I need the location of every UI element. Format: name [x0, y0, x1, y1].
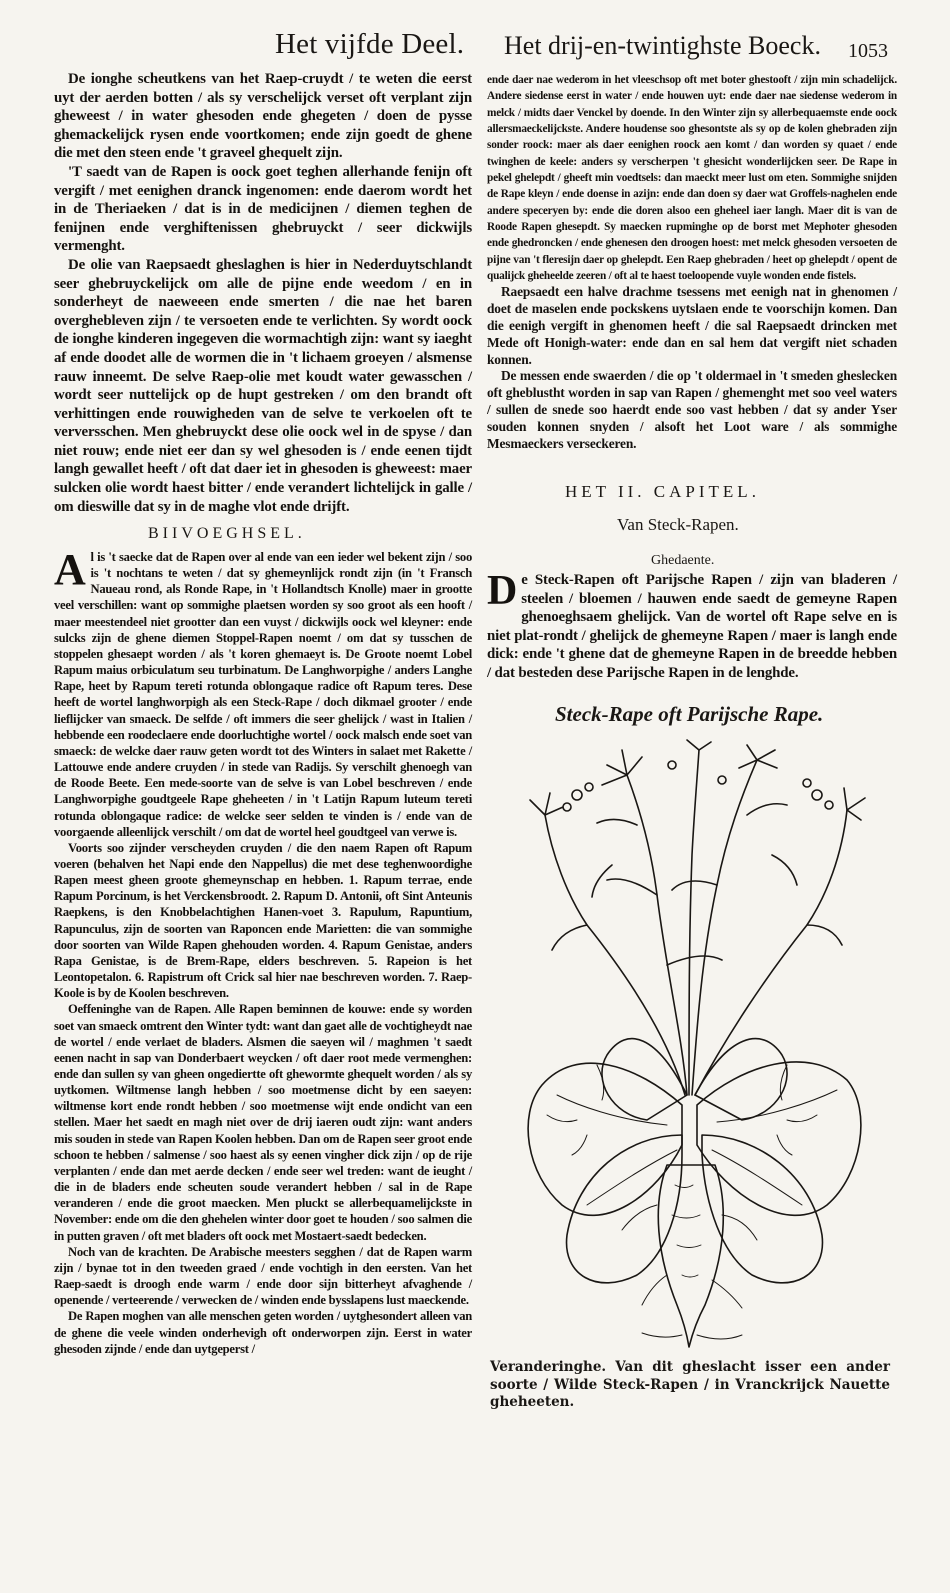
paragraph-oeffeninghe: Oeffeninghe van de Rapen. Alle Rapen beminnen de kouwe: ende sy worden soet van smaeck omtrent den Winter tydt: want dan gaet alle de vochtigheydt nae de wortel / ende verlaet de bladers. Alsmen die saeyen wil / maghmen 't saedt eenen nacht in sap van Donderbaert weycken / oft daer root mede vermenghen: ende dan sullen sy van gheen ongediertte oft ghewormte ghequelt worden / als sy uytkomen. Wiltmense langh hebben / soo moetmense dicht by een saeyen: wiltmense kort ende rondt hebben / soo moetmense wijt ende ondicht van een stellen. Maer het saedt en magh niet over de drij iaeren oudt zijn: want anders mis souden in stede van Rapen Koolen hebben. Dan om de Rapen seer groot ende schoon te hebben / salmense / soo haest als sy eenen vingher dick zijn / op de rije verplanten / ende dan met aerde decken / ende seer wel treden: want de ieught / die in de bladers ende scheuten soude verandert hebben / sal in de Rape veranderen / ende die groot maecken. Men pluckt se allerbequamelijckste in November: ende om die den ghehelen winter door goet te houden / soo salmen die in putten graven / oft met bladers oft oock met Mostaert-saedt bedecken. [54, 1002, 472, 1243]
stem-5 [689, 750, 699, 1095]
chapter-subtitle: Van Steck-Rapen. [617, 515, 739, 534]
stem-3 [545, 815, 685, 1095]
left-column [54, 70, 472, 516]
paragraph-description [487, 568, 897, 683]
running-header-right: Het drij-en-twintighste Boeck. [504, 31, 821, 60]
stem-1 [627, 775, 687, 1095]
paragraph-preparation: ende daer nae wederom in het vleeschsop oft met boter ghestooft / zijn min schadelijck. Andere siedense eerst in water / ende houwen uyt: ende daer nae siedense wederom in melck / midts daer Venckel by doende. In den Winter zijn sy allerbequaemste ende oock allersmaeckelijckste. Andere houdense soo ghesontste als sy op de kolen ghebraden zijn sonder roock: maer als daer eenighen roock aen komt / dan worden sy quaet / ende twinghen de keele: anders sy verscherpen 't ghesicht wonderlijcken seer. De Rape in pekel ghelepdt / gheeft min voedtsels: dan maeckt meer lust om eten. Sommighe snijden de Rape kleyn / ende doense in azijn: ende dan doen sy daer wat Groffels-naghelen ende andere speceryen by: ende die doren alsoo een gheheel iaer langh. Maer dit is van de Roode Rapen ghesepdt. Sy maecken rupminghe op de borst met Mephoter ghesoden ende ghedroncken / ende ghenesen den droogen hoest: met melck ghesoden versoeten de pijne van 't fleresijn daer op ghelepdt. Een Raep ghebraden / heet op ghelepdt / opent de qualijck gheheelde zeeren / oft al te haest toeloopende vuyle wonden ende fistels. [487, 74, 897, 283]
section-title-bijvoeghsel: BIIVOEGHSEL. [148, 525, 306, 542]
paragraph-seed-poison: 'T saedt van de Rapen is oock goet teghen allerhande fenijn oft vergift / met eenighen dranck ingenomen: ende daerom wordt het in de Theriaeken / dat is in de medicijnen / diemen teghen de fenijnen ende verghiftenissen ghebruyckt / seer dickwijls vermenght. [54, 163, 472, 255]
left-column-lower [54, 545, 472, 1357]
turnip-woodcut-illustration [517, 735, 875, 1350]
right-column-description [487, 568, 897, 683]
right-column [487, 72, 897, 452]
paragraph-young-shoots: De ionghe scheutkens van het Raep-cruydt / te weten die eerst uyt der aerden botten / als sy verschelijck verset oft verplant zijn gheweest / in water ghesoden ende ghegeten / doen de pysse ghemackelijck rysen ende voortkomen; ende zijn goedt de ghene die met den steen ende 't graveel ghequelt zijn. [54, 71, 472, 162]
paragraph-veranderinghe: Veranderinghe. Van dit gheslacht isser een ander soorte / Wilde Steck-Rapen / in Vranckrijck Nauette gheheeten. [490, 1359, 890, 1410]
drop-cap-d: D [487, 568, 518, 614]
figure-caption: Steck-Rape oft Parijsche Rape. [555, 702, 824, 726]
paragraph-knives: De messen ende swaerden / die op 't oldermael in 't smeden gheslecken oft gheblustht worden in sap van Rapen / ghemenght met soo veel waters / sullen de snede soo haerdt ende soo vast hebben / dat sy ander Yser souden konnen snyden / alsoft het Loot ware / als sommighe Mesmaeckers verseckeren. [487, 368, 897, 451]
paragraph-bijvoeghsel-text: l is 't saecke dat de Rapen over al ende van een ieder wel bekent zijn / soo is 't nochtans te weten / dat sy ghemeynlijck rondt zijn (in 't Fransch Naueau rond, als Ronde Rape, in 't Hollandtsch Knolle) maer in grootte veel verschillen: want op sommighe plaetsen worden sy soo groot als een hooft / maer meestendeel niet grootter dan een vuyst / dickwijls oock wel kleyner: ende sulcks zijn de ghene diemen Stoppel-Rapen noemt / om dat sy tusschen de stoppelen ghesaept worden / als 't koren ghemaeyt is. De Groote noemt Lobel Rapum maius orbiculatum seu turbinatum. De Langhworpighe / anders Langhe Rape, heet by Rapum tereti rotunda oblongaque radice oft Rapum teres. Dese heeft de wortel langhworpigh als een Steck-Rape / doch dikmael grooter / ende lieflijcker van smaeck. De selfde / oft immers die seer ghelijck / wast in Italien / hebbende een roodeclaere ende doorluchtighe wortel / oock malsch ende soet van smaeck: de welcke daer rauw geten wordt tot des Winters in salaet met Rakette / Lattouwe ende andere cruyden / in stede van Radijs. Sy verschilt ghenoegh van de Roode Beete. Een mede-soorte van de selve is van Lobel beschreven / ende Langhworpighe goudtgeele Rape gheheeten / in 't Latijn Rapum luteum tereti rotunda oblongaque radice: de welcke seer selden te vinden is / ende van de voorgaende alleenlijck verschilt / om dat de wortel heel goudtgeel van verwe is. [54, 550, 472, 839]
paragraph-krachten: Noch van de krachten. De Arabische meesters segghen / dat de Rapen warm zijn / bynae tot in den tweeden graed / ende vochtigh in den eersten. Van het Raep-saedt is droogh ende warm / ende door sijn bitterheyt afvaghende / openende / verteerende / verwecken de / winden ende bysslapens lust maeckende. [54, 1244, 472, 1308]
variation-note [490, 1359, 890, 1412]
paragraph-rapen-eten: De Rapen moghen van alle menschen geten worden / uytghesondert alleen van de ghene die veele winden onderhevigh oft onderworpen zijn. Eerst in water ghesoden zijnde / ende dan uytgeperst / [54, 1309, 472, 1356]
running-header-left: Het vijfde Deel. [275, 28, 465, 60]
paragraph-voorts: Voorts soo zijnder verscheyden cruyden / die den naem Rapen oft Rapum voeren (behalven het Napi ende den Nappellus) die met dese teghenwoordighe Rapen meest gheen groote ghemeynschap en hebben. 1. Rapum terrae, ende Rapum Porcinum, is het Verckensbroodt. 2. Rapum D. Antonii, oft Sint Anteunis Raepkens, is den Knobbelachtighen Hanen-voet 3. Rapulum, Rapuntium, Rapunculus, zijn de soorten van Raponcen ende Marietten: die van sommighe door soorten van Wilde Rapen ghehouden worden. 4. Rapum Genistae, anders Rapa Genistae, is de Brem-Rape, elders beschreven. 5. Rapeion is het Leontopetalon. 6. Rapistrum oft Crick sal hier nae beschreven worden. 7. Raep-Koole is by de Koolen beschreven. [54, 840, 472, 1001]
page-number: 1053 [848, 40, 888, 62]
paragraph-description-text: e Steck-Rapen oft Parijsche Rapen / zijn van bladeren / steelen / bloemen / hauwen ende saedt de gemeyne Rapen ghenoeghsaem ghelijck. Van de wortel oft Rape selve en is niet plat-rondt / ghelijck de ghemeyne Rapen / maer is langh ende dick: ende 't ghene dat de ghemeyne Rapen in de breedde hebben / dat besteden dese Parijsche Rapen in de lenghde. [487, 572, 897, 681]
paragraph-rape-oil: De olie van Raepsaedt gheslaghen is hier in Nederduytschlandt seer ghebruyckelijck om alle de pijne ende weedom / en in sonderheyt de naeweeen ende smerten / die nae het baren overghebleven zijn / te versoeten ende te verlichten. Sy wordt oock de ionghe kinderen ingegeven die wormachtigh zijn: want sy iaeght af ende doodet alle de wormen die in 't lichaem groeyen / alsmense rauw inneemt. De selve Raep-olie met koudt water gewasschen / wordt seer nuttelijck op de hupt gestreken / om den brandt oft verhittingen ende rouwigheden van de selve te verkoelen oft te verversschen. Men ghebruyckt dese olie oock wel in de spyse / dan niet rouw; ende niet eer dan sy wel ghesoden is / ende eenen tijdt langh gewallet heeft / oft dat daer iet in ghesoden is gheweest: maer sulcken olie wordt haest bitter / ende verandert lichtelijck in galle / om dieswille dat sy in de maghe vlot ende drijft. [54, 256, 472, 515]
stem-4 [695, 810, 847, 1095]
chapter-heading-ghedaente: Ghedaente. [651, 553, 715, 568]
stem-2 [692, 760, 757, 1095]
chapter-title: HET II. CAPITEL. [565, 482, 760, 501]
paragraph-bijvoeghsel [54, 545, 472, 840]
paragraph-seed-dose: Raepsaedt een halve drachme tsessens met eenigh nat in ghenomen / doet de maselen ende pockskens uytslaen ende te voorschijn komen. Dan die eenigh vergift in ghenomen heeft / die sal Raepsaedt drincken met Mede oft Honigh-water: ende dan en sal hem dat vergift niet schaden konnen. [487, 284, 897, 367]
drop-cap-a: A [54, 545, 86, 594]
